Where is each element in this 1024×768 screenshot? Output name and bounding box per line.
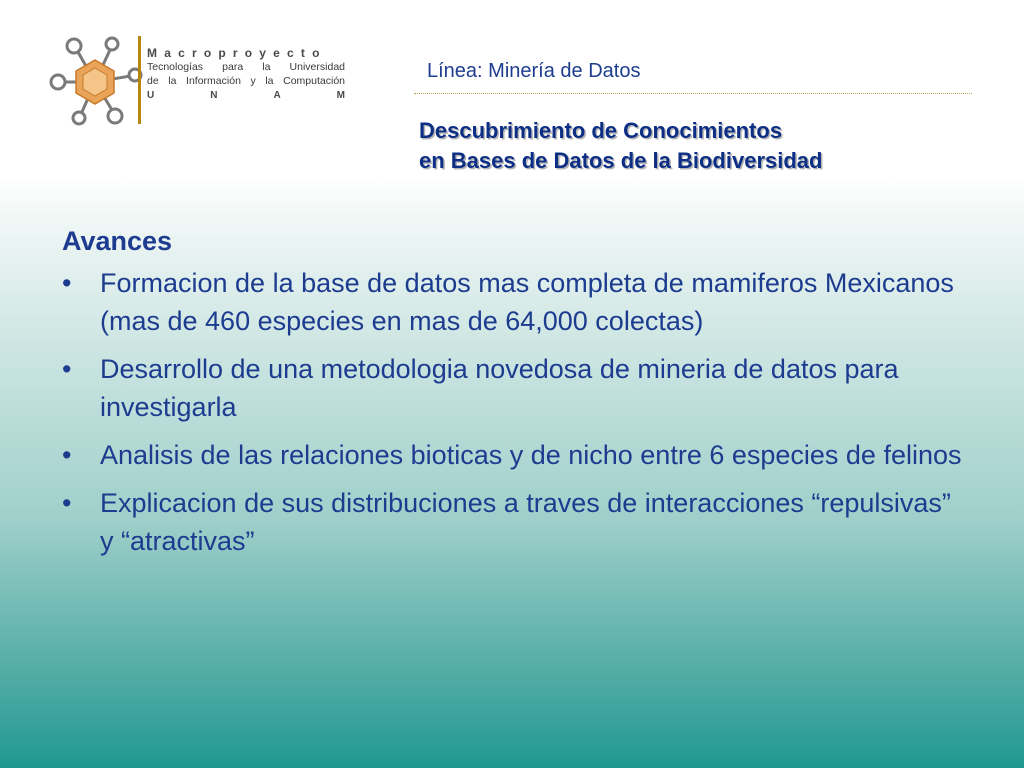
logo-unam-letter: A (273, 90, 281, 101)
logo-unam-letter: U (147, 90, 155, 101)
header-divider (414, 93, 972, 94)
logo-divider (138, 36, 141, 124)
subtitle-line-1: Descubrimiento de Conocimientos (419, 118, 783, 143)
slide-subtitle (419, 116, 822, 176)
bullet-text: Analisis de las relaciones bioticas y de nicho entre 6 especies de felinos (100, 440, 962, 470)
slide-content (62, 222, 962, 570)
macroproyecto-logo-icon (48, 36, 143, 128)
subtitle-line-2: en Bases de Datos de la Biodiversidad (419, 148, 823, 173)
bullet-text: Desarrollo de una metodologia novedosa de mineria de datos para investigarla (100, 354, 899, 422)
bullet-text: Formacion de la base de datos mas completa de mamiferos Mexicanos (mas de 460 especies en mas de 64,000 colectas) (100, 268, 954, 336)
bullet-dot-icon: • (62, 268, 72, 298)
logo-brand: Macroproyecto (147, 46, 327, 60)
logo-unam (147, 90, 345, 101)
logo-unam-letter: M (336, 90, 345, 101)
logo-line-2: de la Información y la Computación (147, 75, 345, 87)
bullet-list (62, 264, 962, 560)
bullet-item (62, 436, 962, 474)
logo-wordmark (147, 46, 345, 101)
bullet-text: Explicacion de sus distribuciones a traves de interacciones “repulsivas” y “atractivas” (100, 488, 951, 556)
bullet-item (62, 264, 962, 340)
bullet-dot-icon: • (62, 440, 72, 470)
bullet-item (62, 484, 962, 560)
logo-unam-letter: N (210, 90, 218, 101)
logo-line-1: Tecnologías para la Universidad (147, 61, 345, 73)
line-title: Línea: Minería de Datos (427, 60, 641, 82)
bullet-item (62, 350, 962, 426)
bullet-dot-icon: • (62, 354, 72, 384)
bullet-dot-icon: • (62, 488, 72, 518)
content-heading: Avances (62, 226, 173, 256)
